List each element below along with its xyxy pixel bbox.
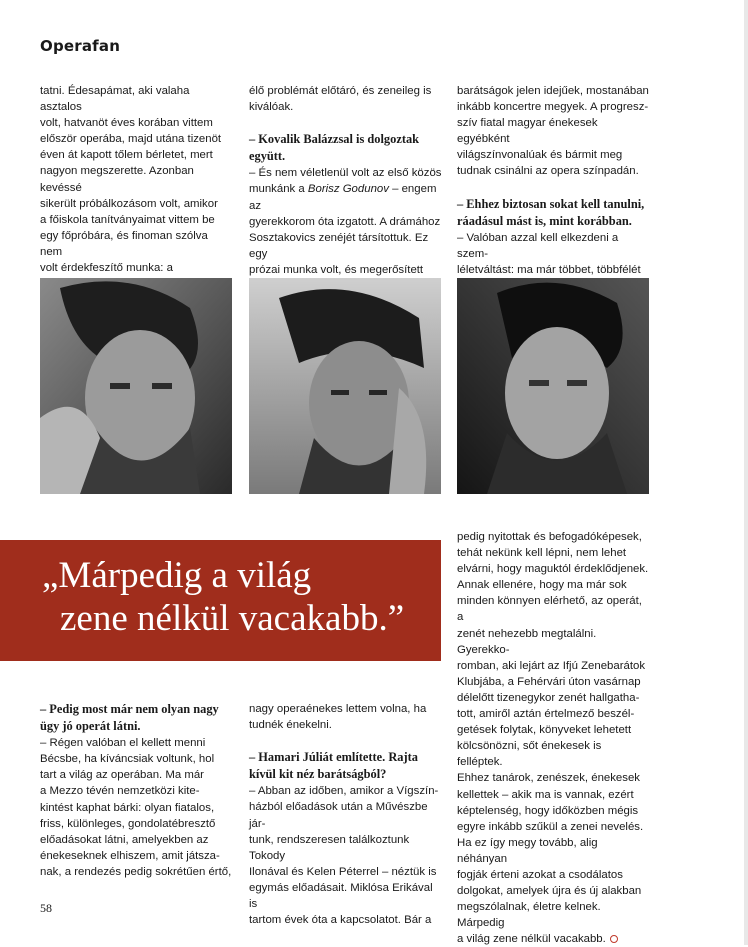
- text-line: tartom évek óta a kapcsolatot. Bár a: [249, 914, 432, 927]
- text-line: élő problémát előtáró, és zeneileg is: [249, 85, 432, 97]
- interview-question: [249, 766, 442, 783]
- column-2-bottom: [249, 701, 442, 928]
- text-line: getések folytak, könyveket lehetett: [457, 724, 632, 737]
- text-line: tart a világ az operában. Ma már: [40, 769, 204, 782]
- text-line: Annak ellenére, hogy ma már sok: [457, 579, 627, 592]
- interview-question: [457, 213, 650, 230]
- text-line: a Mezzo tévén nemzetközi kite-: [40, 785, 200, 798]
- question-line: ráadásul mást is, mint korábban.: [457, 213, 632, 228]
- text-line: fogják érteni azokat a csodálatos: [457, 868, 623, 881]
- text-line: volt, hatvanöt éves korában vittem: [40, 117, 213, 130]
- page-edge-rule: [744, 0, 748, 945]
- text-line: gyerekkorom óta izgatott. A drámához: [249, 215, 441, 228]
- pull-quote-line-2: zene nélkül vacakabb.”: [60, 598, 405, 639]
- text-line: sikerült próbálkozásom volt, amikor: [40, 197, 218, 210]
- text-line: léletváltást: ma már többet, többfélét: [457, 263, 641, 276]
- question-line: – Hamari Júliát említette. Rajta: [249, 750, 418, 765]
- text-line: egy főpróbára, és finoman szólva nem: [40, 229, 208, 258]
- text-line: Ha ez így megy tovább, alig néhányan: [457, 836, 598, 865]
- text-line: tudnak csinálni az opera színpadán.: [457, 165, 639, 178]
- column-3-bottom: [457, 529, 650, 947]
- text-line: Ehhez tanárok, zenészek, énekesek: [457, 772, 640, 785]
- interview-question: [249, 131, 442, 148]
- question-line: – Ehhez biztosan sokat kell tanulni,: [457, 196, 645, 211]
- text-line: tott, amiről aztán értelmező beszél-: [457, 708, 635, 721]
- text-line: zenét nehezebb megtalálni. Gyerekko-: [457, 627, 597, 656]
- text-line: Bécsbe, ha kíváncsiak voltunk, hol: [40, 753, 215, 766]
- work-title: Borisz Godunov: [307, 183, 389, 196]
- end-of-article-icon: [610, 935, 618, 943]
- text-line: tudnék énekelni.: [249, 719, 332, 732]
- text-line: pedig nyitottak és befogadóképesek,: [457, 531, 642, 543]
- text-line: [249, 181, 442, 213]
- question-line: kívül kit néz barátságból?: [249, 767, 387, 782]
- column-2-top: [249, 83, 442, 294]
- text-span: a világ zene nélkül vacakabb.: [457, 933, 606, 946]
- text-line: egymás előadásait. Miklósa Erikával is: [249, 881, 433, 911]
- portrait-photo-2: [249, 278, 441, 494]
- text-line: Klubjába, a Fehérvári úton vasárnap: [457, 675, 641, 688]
- text-line: tehát nekünk kell lépni, nem lehet: [457, 547, 627, 560]
- text-line: – Régen valóban el kellett menni: [40, 737, 206, 750]
- text-line: előadásokat látni, amelyekben az: [40, 833, 209, 846]
- text-span: – engem az: [249, 183, 437, 212]
- interview-question: [40, 701, 233, 718]
- portrait-photo-1: [40, 278, 232, 494]
- text-line: énekeseknek elhiszem, amit játsza-: [40, 849, 220, 862]
- section-header: Operafan: [40, 37, 121, 55]
- text-line: éven át kapott tőlem bérletet, mert: [40, 149, 213, 162]
- column-3-top: [457, 83, 650, 294]
- column-1-bottom: [40, 701, 233, 880]
- portrait-photo-3: [457, 278, 649, 494]
- question-line: ügy jó operát látni.: [40, 719, 141, 734]
- text-line: megszólalnak, életre kelnek. Márpedig: [457, 901, 601, 930]
- text-line: elvárni, hogy maguktól érdeklődjenek.: [457, 563, 649, 576]
- text-line: Sosztakovics zenéjét társítottuk. Ez egy: [249, 231, 429, 260]
- text-line: házból előadások után a Művészbe jár-: [249, 801, 428, 830]
- text-span: munkánk a: [249, 183, 308, 196]
- text-line: – Abban az időben, amikor a Vígszín-: [249, 785, 439, 798]
- interview-question: [249, 148, 442, 165]
- text-line: szív fiatal magyar énekesek egyébként: [457, 117, 598, 146]
- text-line: kölcsönözni, sőt énekesek is felléptek.: [457, 740, 602, 769]
- text-line: tunk, rendszeresen találkoztunk Tokody: [249, 833, 410, 862]
- pull-quote: [0, 540, 441, 661]
- text-line: barátságok jelen idejűek, mostanában: [457, 85, 649, 97]
- text-line: minden könnyen elérhető, az operát, a: [457, 595, 642, 624]
- text-line: képtelenség, hogy időközben mégis: [457, 804, 639, 817]
- text-line: prózai munka volt, és megerősített: [249, 263, 424, 276]
- text-line: nak, a rendezés pedig sokrétűen értő,: [40, 865, 232, 878]
- text-line: világszínvonalúak és bármit meg: [457, 149, 623, 162]
- text-line: – Valóban azzal kell elkezdeni a szem-: [457, 231, 619, 260]
- text-line: friss, különleges, gondolatébresztő: [40, 817, 216, 830]
- text-line: a főiskola tanítványaimat vittem be: [40, 213, 215, 226]
- text-line: nagy operaénekes lettem volna, ha: [249, 703, 427, 715]
- text-line: Ilonával és Kelen Péterrel – néztük is: [249, 865, 437, 878]
- text-line: – És nem véletlenül volt az első közös: [249, 167, 442, 180]
- text-line: inkább koncertre megyek. A progresz-: [457, 101, 649, 114]
- text-line: tatni. Édesapámat, aki valaha asztalos: [40, 85, 190, 114]
- interview-question: [40, 718, 233, 735]
- text-line: romban, aki lejárt az Ifjú Zenebarátok: [457, 659, 646, 672]
- text-line: délelőtt tizenegykor zenét hallgatha-: [457, 691, 640, 704]
- text-line: kintést kaphat bárki: olyan fiatalos,: [40, 801, 215, 814]
- text-line: kiválóak.: [249, 101, 294, 114]
- text-line: először operába, majd utána tizenöt: [40, 133, 222, 146]
- text-line: kellettek – akik ma is vannak, ezért: [457, 788, 634, 801]
- pull-quote-line-1: „Márpedig a világ: [42, 555, 312, 596]
- question-line: – Kovalik Balázzsal is dolgoztak: [249, 132, 420, 147]
- question-line: együtt.: [249, 149, 286, 164]
- text-line: egyre inkább szűkül a zenei nevelés.: [457, 820, 644, 833]
- interview-question: [457, 196, 650, 213]
- interview-question: [249, 749, 442, 766]
- text-line: dolgokat, amelyek újra és új alakban: [457, 885, 642, 898]
- question-line: – Pedig most már nem olyan nagy: [40, 702, 219, 716]
- text-line: nagyon megszerette. Azonban kevéssé: [40, 165, 194, 194]
- page-number: 58: [40, 901, 52, 915]
- text-line: volt érdekfeszítő munka: a: [40, 262, 173, 275]
